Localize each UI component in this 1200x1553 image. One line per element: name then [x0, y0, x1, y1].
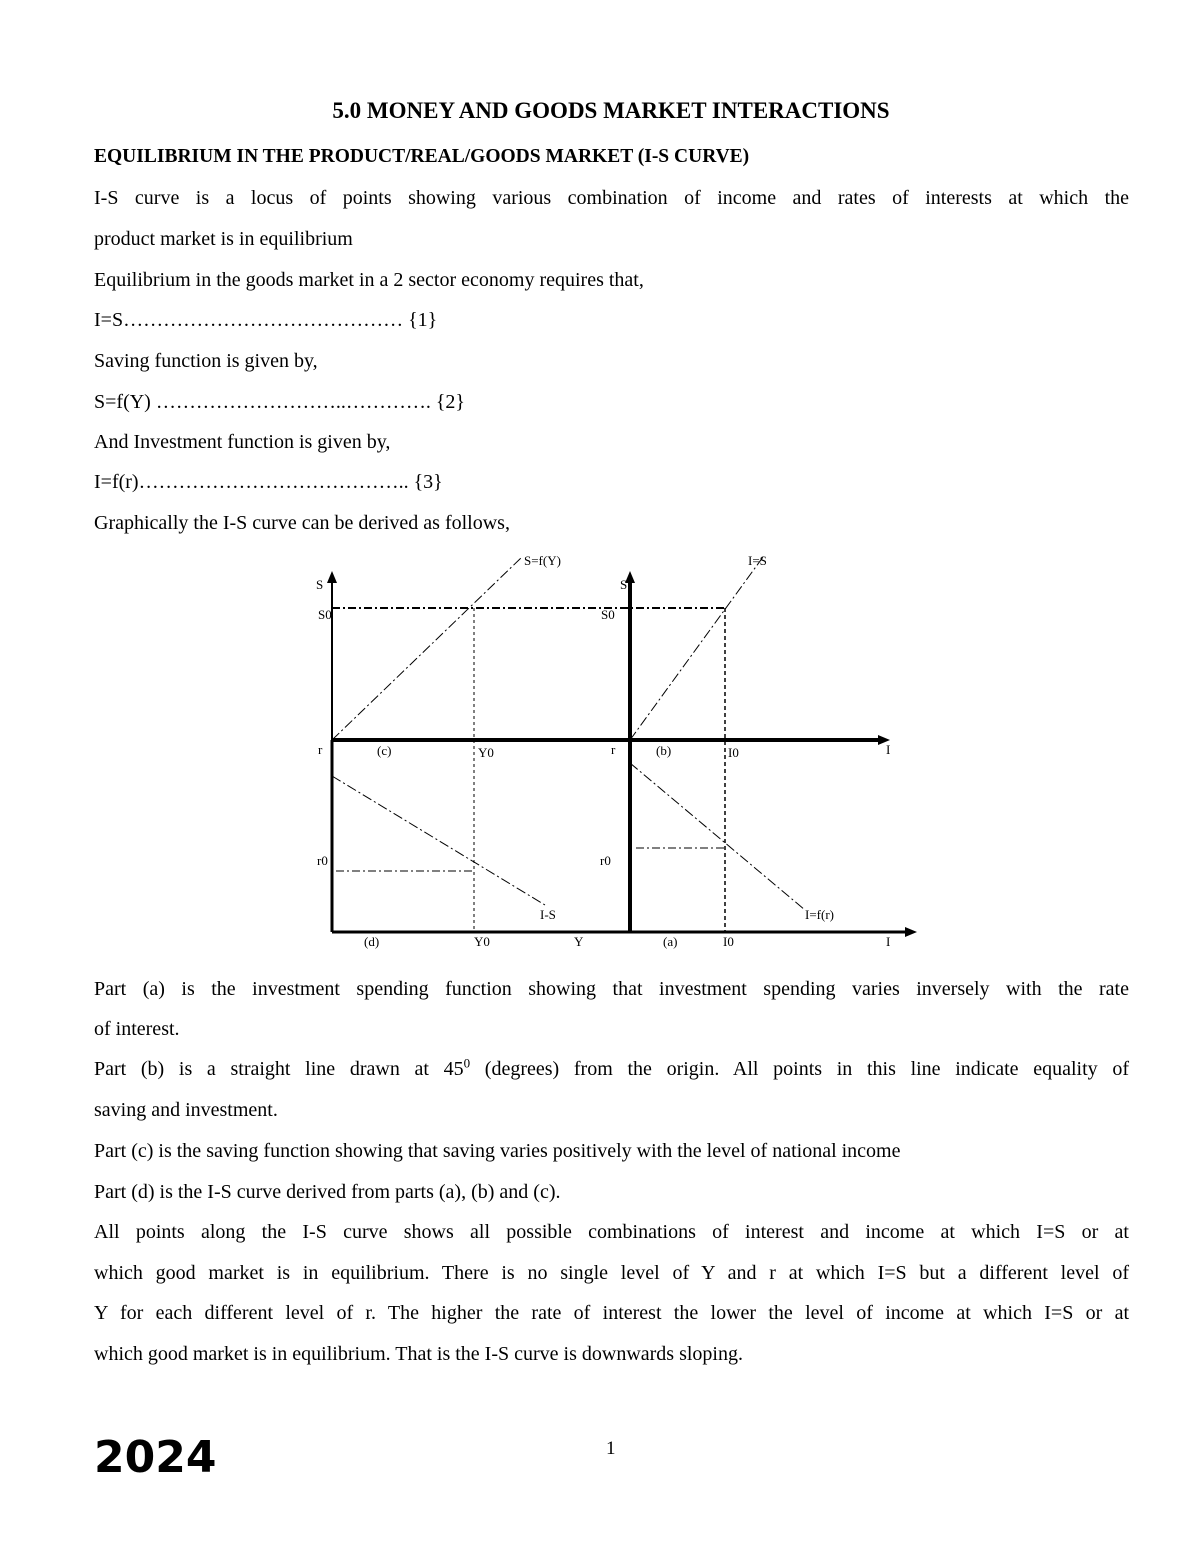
- page-number: 1: [606, 1438, 616, 1459]
- part-a-line-2: of interest.: [94, 1018, 180, 1040]
- degree-superscript: 0: [463, 1055, 471, 1071]
- part-a-line-1: Part (a) is the investment spending function showing that investment spending varies inversely with the rate: [94, 978, 1129, 1000]
- saving-curve-label: S=f(Y): [524, 553, 561, 568]
- conclusion-line-2: which good market is in equilibrium. There is no single level of Y and r at which I=S but a different level of: [94, 1262, 1129, 1284]
- intro-line-3: Equilibrium in the goods market in a 2 sector economy requires that,: [94, 269, 644, 291]
- section-heading: EQUILIBRIUM IN THE PRODUCT/REAL/GOODS MARKET (I-S CURVE): [94, 146, 750, 167]
- equation-2: S=f(Y) ………………………..…………. {2}: [94, 391, 466, 413]
- conclusion-line-1: All points along the I-S curve shows all possible combinations of interest and income at which I=S or at: [94, 1221, 1129, 1243]
- bottom-axis-arrow: [905, 927, 917, 937]
- page-title: 5.0 MONEY AND GOODS MARKET INTERACTIONS: [332, 98, 890, 123]
- part-b-text-post: (degrees) from the origin. All points in this line indicate equality of: [470, 1058, 1129, 1080]
- bottom-i0-label: I0: [723, 934, 734, 949]
- is-curve-diagram: [300, 545, 930, 955]
- year-watermark: 2024: [94, 1432, 217, 1483]
- right-s-axis-label: S: [620, 577, 628, 592]
- equation-3: I=f(r)………………………………….. {3}: [94, 471, 443, 493]
- right-s0-label: S0: [601, 607, 615, 622]
- part-b-line-1: [94, 1055, 1129, 1081]
- conclusion-line-3: Y for each different level of r. The higher the rate of interest the lower the level of income at which I=S or at: [94, 1302, 1129, 1324]
- left-s-axis-arrow: [327, 571, 337, 583]
- equation-1: I=S…………………………………… {1}: [94, 309, 438, 331]
- part-b-line-2: saving and investment.: [94, 1099, 278, 1121]
- part-c-label: (c): [377, 743, 392, 758]
- investment-intro: And Investment function is given by,: [94, 431, 391, 453]
- bottom-i-axis-label: I: [886, 934, 891, 949]
- left-r-axis-label: r: [318, 742, 323, 757]
- right-r-axis-label: r: [611, 742, 616, 757]
- forty-five-line-label: I=S: [748, 553, 767, 568]
- saving-intro: Saving function is given by,: [94, 350, 318, 372]
- forty-five-degree-line: [630, 557, 763, 740]
- part-d-label: (d): [364, 934, 380, 949]
- y-axis-label: Y: [574, 934, 584, 949]
- intro-line-1: I-S curve is a locus of points showing various combination of income and rates of interests at which the: [94, 187, 1129, 209]
- part-b-text-pre: Part (b) is a straight line drawn at 45: [94, 1058, 464, 1080]
- part-d-line: Part (d) is the I-S curve derived from parts (a), (b) and (c).: [94, 1181, 561, 1203]
- is-curve-label: I-S: [540, 907, 556, 922]
- is-curve: [332, 776, 545, 905]
- part-a-label: (a): [663, 934, 678, 949]
- conclusion-line-4: which good market is in equilibrium. That is the I-S curve is downwards sloping.: [94, 1343, 743, 1365]
- right-r0-label: r0: [600, 853, 611, 868]
- graph-intro: Graphically the I-S curve can be derived as follows,: [94, 512, 510, 534]
- top-i-axis-label: I: [886, 742, 891, 757]
- investment-function-curve: [630, 763, 805, 910]
- part-b-label: (b): [656, 743, 672, 758]
- investment-curve-label: I=f(r): [805, 907, 834, 922]
- top-y0-label: Y0: [478, 745, 494, 760]
- left-s-axis-label: S: [316, 577, 324, 592]
- left-s0-label: S0: [318, 607, 332, 622]
- bottom-y0-label: Y0: [474, 934, 490, 949]
- saving-function-curve: [332, 557, 522, 740]
- top-i0-label: I0: [728, 745, 739, 760]
- intro-line-2: product market is in equilibrium: [94, 228, 353, 250]
- part-c-line: Part (c) is the saving function showing that saving varies positively with the level of national income: [94, 1140, 901, 1162]
- left-r0-label: r0: [317, 853, 328, 868]
